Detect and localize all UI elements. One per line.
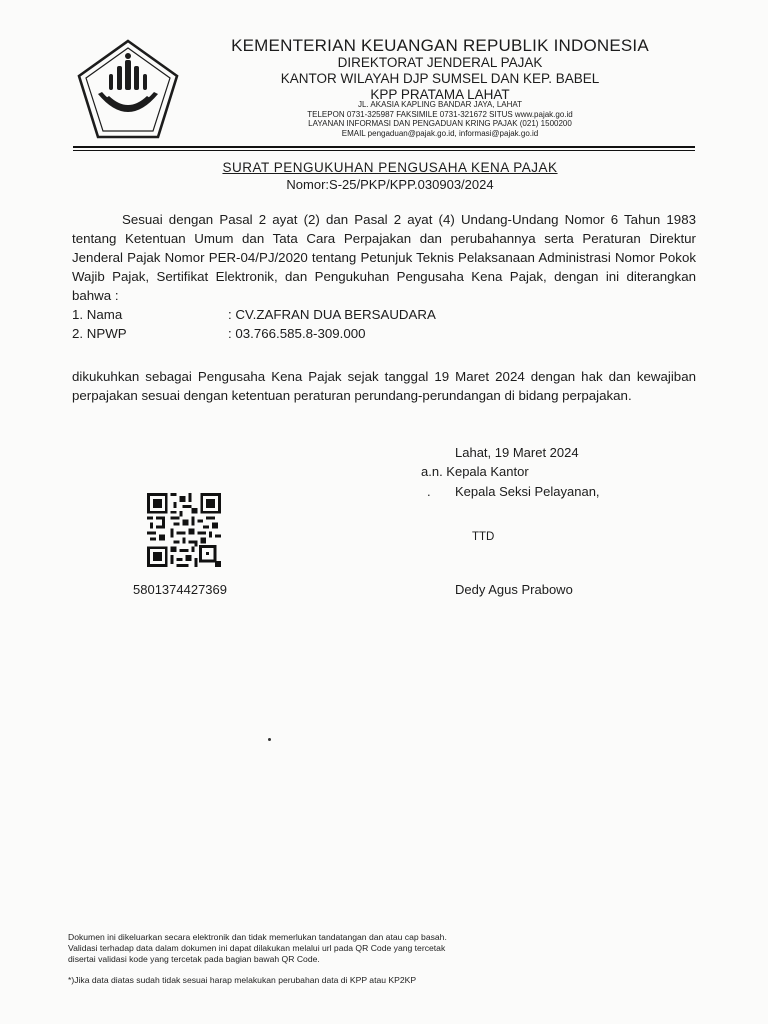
- ministry-logo-icon: [76, 38, 180, 142]
- signature-bullet: .: [427, 484, 431, 499]
- speck-dot: [268, 738, 271, 741]
- letter-title: SURAT PENGUKUHAN PENGUSAHA KENA PAJAK: [222, 160, 558, 175]
- field-value-npwp: : 03.766.585.8-309.000: [228, 326, 366, 341]
- letter-paragraph-closing: dikukuhkan sebagai Pengusaha Kena Pajak sejak tanggal 19 Maret 2024 dengan hak dan kewajiban perpajakan sesuai dengan ketentuan peraturan perundang-perundangan di bidang perpajakan.: [72, 369, 696, 403]
- signer-name: Dedy Agus Prabowo: [455, 582, 573, 597]
- office-name: KPP PRATAMA LAHAT: [370, 87, 510, 102]
- office-email: EMAIL pengaduan@pajak.go.id, informasi@pajak.go.id: [341, 128, 539, 138]
- footer-line-3: disertai validasi kode yang tercetak pada bagian bawah QR Code.: [68, 954, 320, 964]
- field-value-name: : CV.ZAFRAN DUA BERSAUDARA: [228, 307, 436, 322]
- header-divider-thin: [73, 150, 695, 151]
- footer-line-1: Dokumen ini dikeluarkan secara elektronik dan tidak memerlukan tandatangan dan atau cap basah.: [68, 932, 447, 942]
- field-label-name: 1. Nama: [72, 307, 123, 322]
- signature-place-date: Lahat, 19 Maret 2024: [455, 445, 579, 460]
- signature-position: Kepala Seksi Pelayanan,: [455, 484, 600, 499]
- qr-code-number: 5801374427369: [133, 582, 227, 597]
- footer-note: *)Jika data diatas sudah tidak sesuai harap melakukan perubahan data di KPP atau KP2KP: [68, 975, 417, 985]
- signature-on-behalf: a.n. Kepala Kantor: [421, 464, 529, 479]
- qr-code-icon[interactable]: [147, 493, 221, 567]
- signature-ttd: TTD: [472, 531, 495, 543]
- footer-line-2: Validasi terhadap data dalam dokumen ini dapat dilakukan melalui url pada QR Code yang tercetak: [68, 943, 446, 953]
- office-address: JL. AKASIA KAPLING BANDAR JAYA, LAHAT: [357, 100, 523, 109]
- regional-office-name: KANTOR WILAYAH DJP SUMSEL DAN KEP. BABEL: [280, 71, 600, 86]
- field-label-npwp: 2. NPWP: [72, 326, 127, 341]
- office-phone: TELEPON 0731-325987 FAKSIMILE 0731-321672 SITUS www.pajak.go.id: [307, 109, 573, 119]
- letter-number: Nomor:S-25/PKP/KPP.030903/2024: [286, 177, 494, 192]
- directorate-name: DIREKTORAT JENDERAL PAJAK: [337, 55, 543, 70]
- office-service: LAYANAN INFORMASI DAN PENGADUAN KRING PAJAK (021) 1500200: [308, 119, 572, 129]
- header-divider: [73, 146, 695, 148]
- ministry-name: KEMENTERIAN KEUANGAN REPUBLIK INDONESIA: [231, 36, 649, 55]
- letter-paragraph-intro: Sesuai dengan Pasal 2 ayat (2) dan Pasal 2 ayat (4) Undang-Undang Nomor 6 Tahun 1983 tentang Ketentuan Umum dan Tata Cara Perpajakan dan perubahannya serta Peraturan Direktur Jenderal Pajak Nomor PER-04/PJ/2020 tentang Petunjuk Teknis Pelaksanaan Administrasi Nomor Pokok Wajib Pajak, Sertifikat Elektronik, dan Pengukuhan Pengusaha Kena Pajak, dengan ini diterangkan bahwa :: [72, 212, 696, 303]
